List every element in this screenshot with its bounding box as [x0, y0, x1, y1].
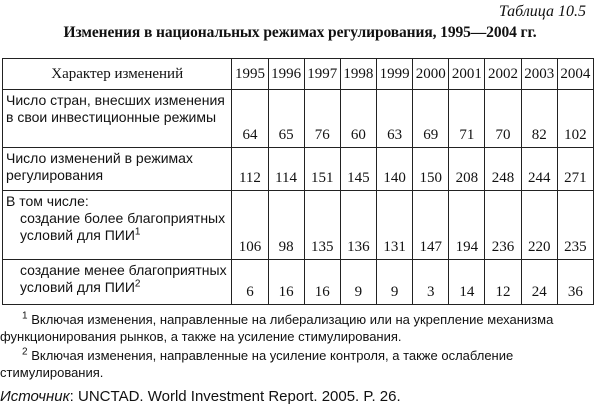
table-cell: 248: [485, 148, 521, 191]
footnote-mark: 2: [134, 278, 141, 290]
table-cell: 114: [268, 148, 304, 191]
table-cell: 220: [521, 191, 557, 260]
table-cell: 135: [304, 191, 340, 260]
year-header: 2004: [557, 59, 593, 90]
table-cell: 9: [340, 260, 376, 305]
footnote-mark: 1: [22, 310, 28, 322]
table-cell: 70: [485, 90, 521, 148]
year-header: 2000: [413, 59, 449, 90]
year-header: 1995: [232, 59, 268, 90]
year-header: 2002: [485, 59, 521, 90]
table-cell: 102: [557, 90, 593, 148]
table-cell: 150: [413, 148, 449, 191]
regulation-changes-table: [2, 58, 594, 305]
footnote-mark: 2: [22, 346, 28, 358]
table-cell: 9: [376, 260, 412, 305]
table-cell: 82: [521, 90, 557, 148]
table-cell: 194: [449, 191, 485, 260]
row-label: [3, 191, 232, 260]
table-cell: 244: [521, 148, 557, 191]
table-row: [3, 90, 594, 148]
footnote-text: Включая изменения, направленные на либерализацию или на укрепление механизма функционирования рынков, а также на усиление стимулирования.: [0, 312, 554, 344]
header-row: [3, 59, 594, 90]
table-cell: 147: [413, 191, 449, 260]
year-header: 2003: [521, 59, 557, 90]
table-cell: 3: [413, 260, 449, 305]
year-header: 1996: [268, 59, 304, 90]
table-cell: 6: [232, 260, 268, 305]
table-cell: 76: [304, 90, 340, 148]
row-group-heading: В том числе:: [6, 193, 89, 209]
table-cell: 145: [340, 148, 376, 191]
table-cell: 236: [485, 191, 521, 260]
table-cell: 24: [521, 260, 557, 305]
row-label: Число стран, внесших изменения в свои инвестиционные режимы: [3, 90, 232, 148]
source-text: UNCTAD. World Investment Report. 2005. P. 26.: [78, 388, 401, 405]
table-cell: 65: [268, 90, 304, 148]
table-cell: 12: [485, 260, 521, 305]
table-cell: 69: [413, 90, 449, 148]
table-cell: 106: [232, 191, 268, 260]
table-cell: 151: [304, 148, 340, 191]
year-header: 2001: [449, 59, 485, 90]
table-number: Таблица 10.5: [498, 3, 586, 20]
table-cell: 36: [557, 260, 593, 305]
table-cell: 235: [557, 191, 593, 260]
footnotes: [0, 311, 600, 383]
source-label: Источник: [0, 388, 70, 405]
table-cell: 60: [340, 90, 376, 148]
table-row: [3, 260, 594, 305]
table-cell: 71: [449, 90, 485, 148]
table-row: [3, 148, 594, 191]
source-line: Источник: UNCTAD. World Investment Report. 2005. P. 26.: [0, 388, 401, 405]
row-sublabel: создание более благоприятных условий для ПИИ$^1$: [20, 210, 226, 243]
table-cell: 271: [557, 148, 593, 191]
year-header: 1997: [304, 59, 340, 90]
row-label: [3, 260, 232, 305]
table-cell: 140: [376, 148, 412, 191]
header-label: Характер изменений: [3, 59, 232, 90]
table-cell: 16: [304, 260, 340, 305]
table-cell: 131: [376, 191, 412, 260]
table-cell: 16: [268, 260, 304, 305]
table-cell: 136: [340, 191, 376, 260]
footnote-mark: 1: [134, 226, 141, 238]
table-title: Изменения в национальных режимах регулирования, 1995—2004 гг.: [63, 24, 537, 41]
footnote: [0, 311, 600, 345]
table-cell: 98: [268, 191, 304, 260]
table-cell: 208: [449, 148, 485, 191]
table-cell: 63: [376, 90, 412, 148]
footnote: [0, 347, 600, 381]
year-header: 1999: [376, 59, 412, 90]
year-header: 1998: [340, 59, 376, 90]
row-label: Число изменений в режимах регулирования: [3, 148, 232, 191]
row-sublabel: создание менее благоприятных условий для ПИИ$^2$: [20, 262, 227, 295]
table-row: [3, 191, 594, 260]
table-cell: 112: [232, 148, 268, 191]
table-cell: 14: [449, 260, 485, 305]
table-cell: 64: [232, 90, 268, 148]
footnote-text: Включая изменения, направленные на усиление контроля, а также ослабление стимулирования.: [0, 348, 514, 380]
